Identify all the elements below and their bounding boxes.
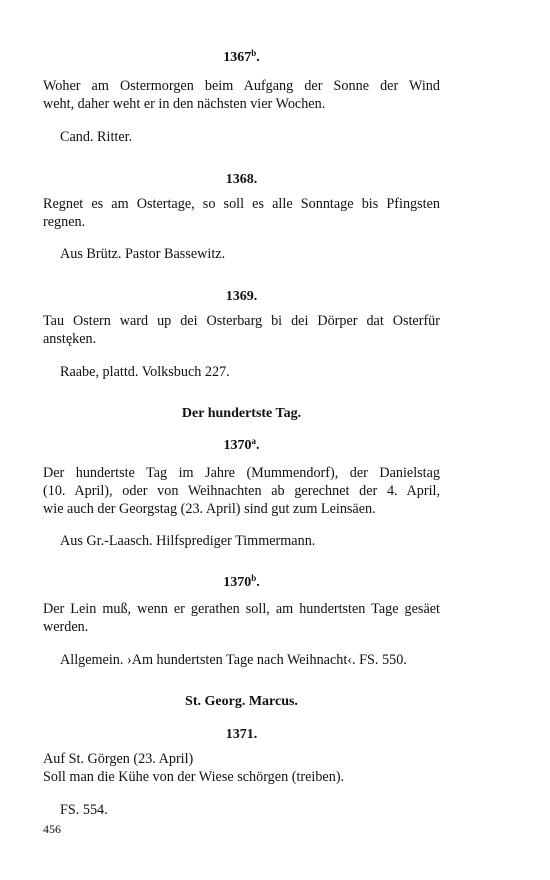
page-number: 456 — [43, 822, 61, 836]
entry-source: Raabe, plattd. Volksbuch 227. — [60, 364, 230, 380]
verse-line: Auf St. Görgen (23. April) — [43, 751, 194, 767]
entry-number: 1369. — [225, 289, 258, 304]
entry-text — [43, 77, 440, 113]
entry-source: Aus Brütz. Pastor Bassewitz. — [60, 246, 226, 262]
section-heading: St. Georg. Marcus. — [185, 694, 298, 709]
text-line: Der Lein muß, wenn er gerathen soll, am hundertsten Tage gesäet — [43, 601, 440, 617]
entry-source: Aus Gr.-Laasch. Hilfsprediger Timmermann. — [60, 533, 316, 549]
entry-verse — [43, 750, 440, 786]
text-line: regnen. — [43, 214, 86, 230]
text-line: Regnet es am Ostertage, so soll es alle Sonntage bis Pfingsten — [43, 196, 440, 212]
entry-source: Cand. Ritter. — [60, 129, 133, 145]
entry-number: 1370$^b$. — [223, 573, 260, 590]
text-line: Tau Ostern ward up dei Osterbarg bi dei Dörper dat Osterfür — [43, 313, 440, 329]
entry-text — [43, 195, 440, 231]
text-line: werden. — [43, 619, 89, 635]
entry-source: FS. 554. — [60, 802, 108, 818]
text-line: Woher am Ostermorgen beim Aufgang der Sonne der Wind — [43, 78, 440, 94]
entry-number: 1371. — [225, 727, 258, 742]
text-line: (10. April), oder von Weihnachten ab gerechnet der 4. April, — [43, 483, 440, 499]
entry-number: 1367$^b$. — [223, 48, 260, 65]
text-line: anstęken. — [43, 331, 97, 347]
entry-text — [43, 600, 440, 636]
verse-line: Soll man die Kühe von der Wiese schörgen (treiben). — [43, 769, 345, 785]
entry-source: Allgemein. ›Am hundertsten Tage nach Weihnacht‹. FS. 550. — [60, 652, 407, 668]
entry-text — [43, 312, 440, 348]
text-line: wie auch der Georgstag (23. April) sind gut zum Leinsäen. — [43, 501, 376, 517]
entry-number: 1368. — [225, 172, 258, 187]
text-line: weht, daher weht er in den nächsten vier Wochen. — [43, 96, 326, 112]
entry-text — [43, 464, 440, 518]
section-heading: Der hundertste Tag. — [181, 406, 302, 421]
text-line: Der hundertste Tag im Jahre (Mummendorf), der Danielstag — [43, 465, 440, 481]
entry-number: 1370$^a$. — [223, 436, 260, 453]
